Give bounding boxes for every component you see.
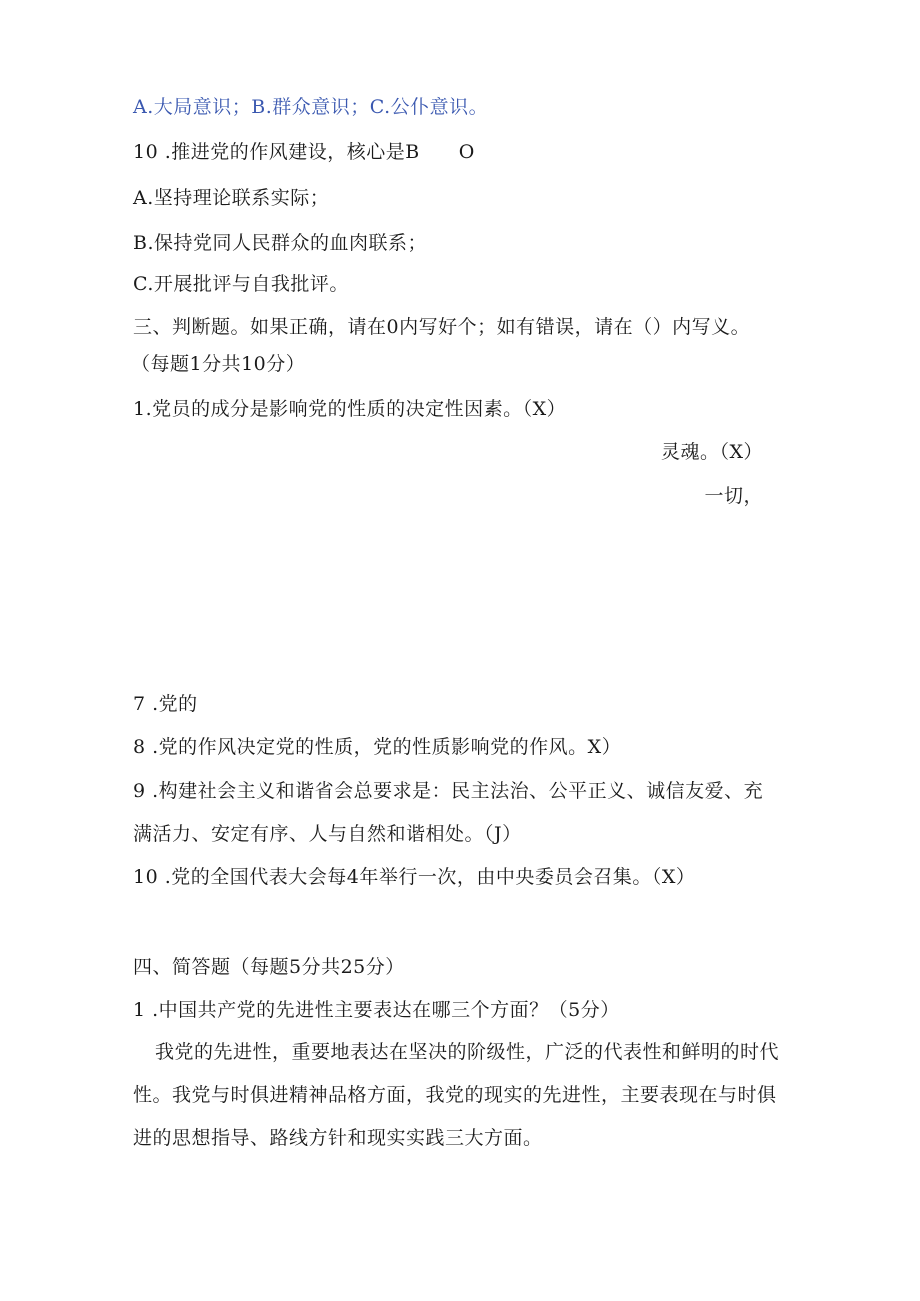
q10-option-b: B.保持党同人民群众的血肉联系； [133, 232, 428, 254]
tf-item-10: 10 .党的全国代表大会每4年举行一次，由中央委员会召集。（X） [133, 866, 696, 888]
short-answer-1-answer-line1: 我党的先进性，重要地表达在坚决的阶级性，广泛的代表性和鲜明的时代 [155, 1041, 780, 1063]
tf-item-9-line1: 9 .构建社会主义和谐省会总要求是：民主法治、公平正义、诚信友爱、充 [133, 780, 764, 802]
short-answer-1-answer-line2: 性。我党与时俱进精神品格方面，我党的现实的先进性，主要表现在与时俱 [133, 1084, 777, 1106]
section3-title: 三、判断题。如果正确，请在0内写好个；如有错误，请在（）内写义。 [133, 316, 751, 338]
section4-title: 四、简答题（每题5分共25分） [133, 956, 405, 978]
section3-score: （每题1分共10分） [131, 353, 306, 375]
short-answer-1: 1 .中国共产党的先进性主要表达在哪三个方面？（5分） [133, 999, 620, 1021]
q10-question: 10 .推进党的作风建设，核心是B O [133, 141, 475, 163]
tf-item-7: 7 .党的 [133, 693, 198, 715]
tf-item-2-fragment: 灵魂。（X） [660, 441, 763, 463]
tf-item-1: 1.党员的成分是影响党的性质的决定性因素。（X） [133, 398, 567, 420]
q9-options: A.大局意识；B.群众意识；C.公仆意识。 [133, 96, 489, 118]
tf-item-3-fragment: 一切， [704, 485, 763, 507]
tf-item-8: 8 .党的作风决定党的性质，党的性质影响党的作风。X） [133, 736, 622, 758]
q10-option-c: C.开展批评与自我批评。 [133, 273, 349, 295]
short-answer-1-answer-line3: 进的思想指导、路线方针和现实实践三大方面。 [133, 1127, 543, 1149]
q10-option-a: A.坚持理论联系实际； [133, 187, 330, 209]
tf-item-9-line2: 满活力、安定有序、人与自然和谐相处。（J） [133, 823, 522, 845]
